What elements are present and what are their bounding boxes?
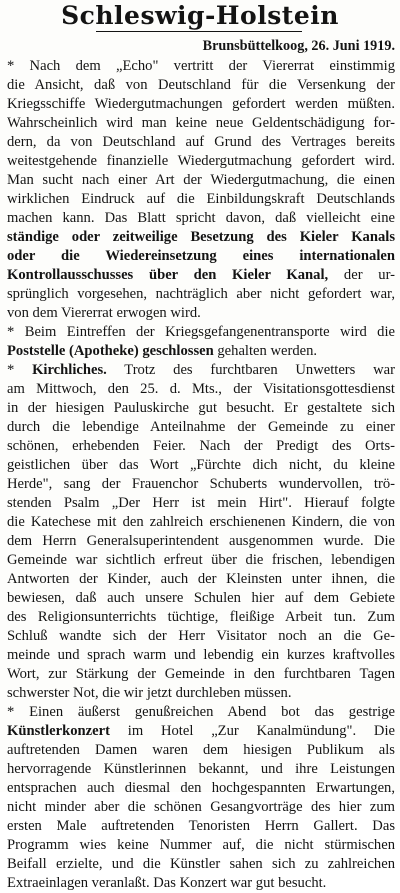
text-line: des Religionsunterrichts tüchtige, fleißige Arbeit tun. Zum (7, 609, 395, 625)
text-line: * Einen äußerst genußreichen Abend bot das gestrige (7, 704, 395, 720)
text-line: machen kann. Das Blatt spricht davon, daß vielleicht eine (7, 210, 395, 226)
text-line: geistlichen über das Wort „Fürchte dich nicht, du kleine (7, 457, 395, 473)
text-line: Künstlerkonzert im Hotel „Zur Kanalmündung". Die (7, 723, 395, 739)
text-line: Wahrscheinlich wird man keine neue Geldentschädigung for- (7, 115, 395, 131)
headline: Schleswig-Holstein (61, 1, 339, 30)
text-line: Antworten der Kinder, auch der Kleinsten unter ihnen, die (7, 571, 395, 587)
text-line: auftretenden Damen waren dem hiesigen Publikum als (7, 742, 395, 758)
text-line: hervorragende Künstlerinnen bekannt, und ihre Leistungen (7, 761, 395, 777)
text-line: ersten Male auftretenden Tenoristen Herrn Gallert. Das (7, 818, 395, 834)
text-line: Beifall erzielte, und die Künstler sahen sich zu zahlreichen (7, 856, 395, 872)
text-line: Herde", sang der Frauenchor Schuberts wundervollen, trö- (7, 476, 395, 492)
bold-phrase: Kontrollausschusses über den Kieler Kanal, (7, 267, 329, 283)
bold-phrase: Künstlerkonzert (7, 723, 110, 739)
dateline: Brunsbüttelkoog, 26. Juni 1919. (202, 38, 395, 54)
text-line: die Ansicht, daß von Deutschland für die Versenkung der (7, 77, 395, 93)
text-line: die Katechese mit den zahlreich erschienenen Kindern, die von (7, 514, 395, 530)
text-line: Poststelle (Apotheke) geschlossen gehalten werden. (7, 343, 318, 359)
text-line: in der hiesigen Pauluskirche gut besucht. Er gestaltete sich (7, 400, 395, 416)
text-line: Schluß wandte sich der Herr Visitator noch an die Ge- (7, 628, 395, 644)
text-line: * Kirchliches. Trotz des furchtbaren Unwetters war (7, 362, 395, 378)
text-line: Extraeinlagen veranlaßt. Das Konzert war gut besucht. (7, 875, 327, 891)
text-line: bewiesen, daß auch unsere Schulen hier auf dem Gebiete (7, 590, 395, 606)
text-line: Kontrollausschusses über den Kieler Kanal, der ur- (7, 267, 395, 283)
text-line: dem Herrn Generalsuperintendent ausgenommen wurde. Die (7, 533, 395, 549)
text-line: oder die Wiedereinsetzung eines internationalen (7, 248, 395, 264)
text-line: dern, da von Deutschland auf Grund des Vertrages bereits (7, 134, 395, 150)
text-line: sprünglich vorgesehen, nachträglich aber nicht gefordert war, (7, 286, 395, 302)
text-line: Programm wies keine Nummer auf, die nicht stürmischen (7, 837, 395, 853)
text-line: am Mittwoch, den 25. d. Mts., der Visitationsgottesdienst (7, 381, 395, 397)
text-line: entsprachen auch diesmal den hochgespannten Erwartungen, (7, 780, 395, 796)
text-line: * Nach dem „Echo" vertritt der Viererrat einstimmig (7, 58, 395, 74)
text-line: Wort, zur Stärkung der Gemeinde in den furchtbaren Tagen (7, 666, 395, 682)
text-line: stenden Psalm „Der Herr ist mein Hirt". Hierauf folgte (7, 495, 395, 511)
text-line: von dem Viererrat erwogen wird. (7, 305, 201, 321)
bold-phrase: Kirchliches. (32, 362, 107, 378)
text-line: wirklichen Eindruck auf die Einbildungskraft Deutschlands (7, 191, 395, 207)
text-line: weitestgehende finanzielle Wiedergutmachung gefordert wird. (7, 153, 395, 169)
text-line: durch die lebendige Anteilnahme der Gemeinde zu einer (7, 419, 395, 435)
text-line: ständige oder zeitweilige Besetzung des Kieler Kanals (7, 229, 395, 245)
text-line: nicht minder aber die schönen Gesangvorträge des hier zum (7, 799, 395, 815)
text-line: Gemeinde war sichtlich erfreut über die frischen, lebendigen (7, 552, 395, 568)
text-line: Kriegsschiffe Wiedergutmachungen gefordert werden müßten. (7, 96, 395, 112)
text-line: meinde und sprach warm und lebendig ein kurzes kraftvolles (7, 647, 395, 663)
text-line: schönen, erhebenden Feier. Nach der Predigt des Orts- (7, 438, 395, 454)
text-line: * Beim Eintreffen der Kriegsgefangenentransporte wird die (7, 324, 395, 340)
text-line: schwerster Not, die wir jetzt durchleben müssen. (7, 685, 292, 701)
text-line: Man sucht nach einer Art der Wiedergutmachung, die einen (7, 172, 395, 188)
headline-underline (96, 31, 302, 32)
bold-phrase: Poststelle (Apotheke) geschlossen (7, 343, 214, 359)
